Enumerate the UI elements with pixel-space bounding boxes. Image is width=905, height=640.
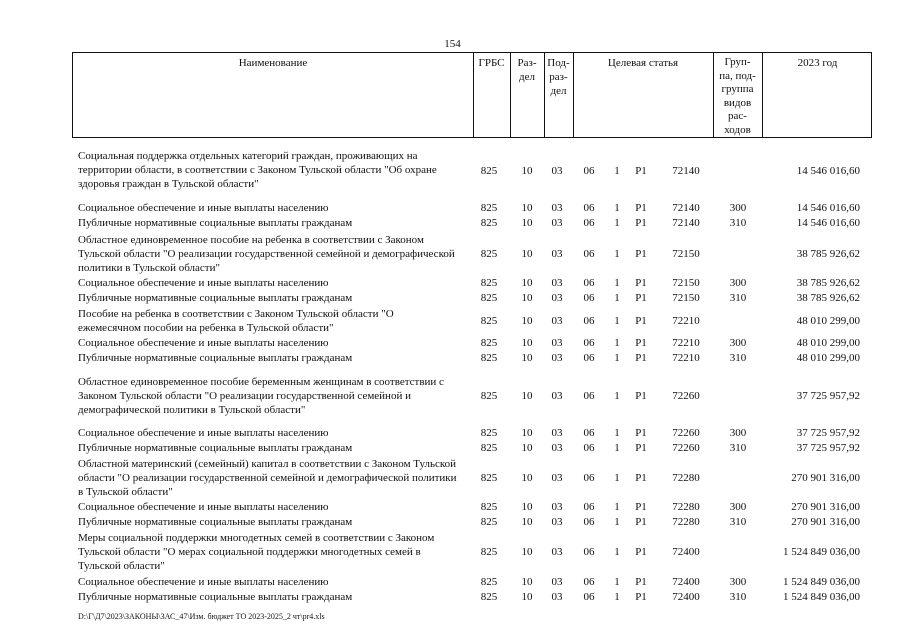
row-pr: 03	[551, 352, 563, 364]
row-sum: 37 725 957,92	[796, 442, 860, 454]
row-t4: 72400	[672, 576, 700, 588]
table-row	[0, 336, 905, 350]
row-rz: 10	[521, 165, 533, 177]
row-name: Областное единовременное пособие беременным женщинам в соответствии с Законом Тульской области "О реализации государственной семейной и демографической политики в Тульской области"	[78, 376, 444, 416]
row-t3: P1	[635, 352, 647, 364]
row-rz: 10	[521, 591, 533, 603]
table-row	[0, 375, 905, 417]
table-row	[0, 351, 905, 365]
row-t2: 1	[614, 217, 620, 229]
file-path-footer: D:\Г\Д7\2023\ЗАКОНЫ\ЗАС_47\Изм. бюджет ТО 2023-2025_2 чт\pr4.xls	[78, 612, 325, 621]
row-t3: P1	[635, 165, 647, 177]
row-t2: 1	[614, 165, 620, 177]
row-t1: 06	[583, 427, 595, 439]
row-t3: P1	[635, 277, 647, 289]
row-t4: 72140	[672, 165, 700, 177]
row-t4: 72280	[672, 516, 700, 528]
row-vr: 310	[729, 591, 747, 603]
row-grbs: 825	[480, 501, 498, 513]
row-t4: 72400	[672, 591, 700, 603]
table-row	[0, 291, 905, 305]
row-grbs: 825	[480, 516, 498, 528]
header-year: 2023 год	[797, 57, 838, 69]
row-rz: 10	[521, 277, 533, 289]
row-rz: 10	[521, 292, 533, 304]
table-row	[0, 149, 905, 191]
table-row	[0, 307, 905, 335]
row-grbs: 825	[480, 202, 498, 214]
table-row	[0, 575, 905, 589]
row-t2: 1	[614, 352, 620, 364]
row-t1: 06	[583, 292, 595, 304]
row-pr: 03	[551, 390, 563, 402]
row-grbs: 825	[480, 165, 498, 177]
row-t1: 06	[583, 217, 595, 229]
row-vr: 310	[729, 442, 747, 454]
table-row	[0, 426, 905, 440]
row-name: Публичные нормативные социальные выплаты гражданам	[78, 591, 353, 603]
row-t1: 06	[583, 472, 595, 484]
row-pr: 03	[551, 337, 563, 349]
row-vr: 310	[729, 292, 747, 304]
row-sum: 37 725 957,92	[796, 390, 860, 402]
row-sum: 38 785 926,62	[796, 248, 860, 260]
row-t4: 72140	[672, 202, 700, 214]
row-grbs: 825	[480, 472, 498, 484]
row-name: Областное единовременное пособие на ребенка в соответствии с Законом Тульской области "О реализации государственной семейной и демографической политики в Тульской области"	[78, 234, 455, 274]
row-sum: 270 901 316,00	[791, 472, 860, 484]
row-t2: 1	[614, 516, 620, 528]
row-grbs: 825	[480, 591, 498, 603]
row-vr: 300	[729, 202, 747, 214]
row-grbs: 825	[480, 390, 498, 402]
row-t4: 72210	[672, 315, 700, 327]
table-header	[72, 52, 872, 138]
row-t3: P1	[635, 202, 647, 214]
row-t1: 06	[583, 516, 595, 528]
table-row	[0, 276, 905, 290]
row-sum: 48 010 299,00	[796, 337, 860, 349]
row-sum: 1 524 849 036,00	[783, 546, 860, 558]
row-t2: 1	[614, 202, 620, 214]
row-sum: 14 546 016,60	[796, 202, 860, 214]
row-pr: 03	[551, 501, 563, 513]
row-t1: 06	[583, 315, 595, 327]
row-grbs: 825	[480, 576, 498, 588]
row-t4: 72140	[672, 217, 700, 229]
row-t1: 06	[583, 202, 595, 214]
row-name: Социальное обеспечение и иные выплаты населению	[78, 337, 329, 349]
row-t4: 72400	[672, 546, 700, 558]
row-grbs: 825	[480, 427, 498, 439]
row-t3: P1	[635, 292, 647, 304]
row-rz: 10	[521, 390, 533, 402]
table-row	[0, 457, 905, 499]
row-t4: 72280	[672, 472, 700, 484]
row-sum: 38 785 926,62	[796, 292, 860, 304]
table-row	[0, 216, 905, 230]
header-name: Наименование	[238, 57, 308, 69]
row-name: Социальное обеспечение и иные выплаты населению	[78, 501, 329, 513]
row-grbs: 825	[480, 337, 498, 349]
row-name: Публичные нормативные социальные выплаты гражданам	[78, 442, 353, 454]
row-vr: 300	[729, 576, 747, 588]
row-t3: P1	[635, 442, 647, 454]
row-t2: 1	[614, 472, 620, 484]
row-rz: 10	[521, 442, 533, 454]
row-grbs: 825	[480, 315, 498, 327]
row-rz: 10	[521, 217, 533, 229]
row-t2: 1	[614, 576, 620, 588]
row-t4: 72210	[672, 352, 700, 364]
row-grbs: 825	[480, 217, 498, 229]
row-t2: 1	[614, 501, 620, 513]
row-t4: 72260	[672, 427, 700, 439]
row-rz: 10	[521, 337, 533, 349]
row-rz: 10	[521, 248, 533, 260]
row-pr: 03	[551, 576, 563, 588]
row-t3: P1	[635, 546, 647, 558]
row-t4: 72150	[672, 292, 700, 304]
row-pr: 03	[551, 248, 563, 260]
row-t1: 06	[583, 277, 595, 289]
row-t4: 72260	[672, 390, 700, 402]
row-pr: 03	[551, 202, 563, 214]
row-sum: 270 901 316,00	[791, 516, 860, 528]
table-row	[0, 515, 905, 529]
header-razdel: Раз- дел	[517, 57, 537, 83]
row-grbs: 825	[480, 292, 498, 304]
row-vr: 300	[729, 337, 747, 349]
row-t1: 06	[583, 442, 595, 454]
row-sum: 14 546 016,60	[796, 165, 860, 177]
row-sum: 48 010 299,00	[796, 352, 860, 364]
row-vr: 310	[729, 516, 747, 528]
row-grbs: 825	[480, 442, 498, 454]
row-t3: P1	[635, 427, 647, 439]
row-t1: 06	[583, 337, 595, 349]
header-target: Целевая статья	[607, 57, 679, 69]
row-pr: 03	[551, 427, 563, 439]
row-rz: 10	[521, 546, 533, 558]
row-name: Социальное обеспечение и иные выплаты населению	[78, 202, 329, 214]
row-t1: 06	[583, 576, 595, 588]
row-pr: 03	[551, 292, 563, 304]
row-t2: 1	[614, 390, 620, 402]
row-pr: 03	[551, 217, 563, 229]
row-sum: 38 785 926,62	[796, 277, 860, 289]
row-t4: 72210	[672, 337, 700, 349]
row-t1: 06	[583, 352, 595, 364]
row-t2: 1	[614, 277, 620, 289]
row-pr: 03	[551, 277, 563, 289]
row-pr: 03	[551, 516, 563, 528]
row-t2: 1	[614, 427, 620, 439]
row-t4: 72150	[672, 277, 700, 289]
row-vr: 300	[729, 427, 747, 439]
row-t2: 1	[614, 546, 620, 558]
row-sum: 48 010 299,00	[796, 315, 860, 327]
row-t3: P1	[635, 248, 647, 260]
row-grbs: 825	[480, 248, 498, 260]
table-row	[0, 201, 905, 215]
row-t3: P1	[635, 315, 647, 327]
row-vr: 300	[729, 277, 747, 289]
row-t2: 1	[614, 248, 620, 260]
table-row	[0, 441, 905, 455]
header-grbs: ГРБС	[478, 57, 505, 69]
table-row	[0, 233, 905, 275]
row-rz: 10	[521, 472, 533, 484]
row-pr: 03	[551, 472, 563, 484]
row-t1: 06	[583, 546, 595, 558]
row-t3: P1	[635, 472, 647, 484]
row-pr: 03	[551, 591, 563, 603]
row-name: Публичные нормативные социальные выплаты гражданам	[78, 292, 353, 304]
row-rz: 10	[521, 315, 533, 327]
row-sum: 37 725 957,92	[796, 427, 860, 439]
row-t3: P1	[635, 337, 647, 349]
row-name: Социальное обеспечение и иные выплаты населению	[78, 277, 329, 289]
row-vr: 300	[729, 501, 747, 513]
table-row	[0, 500, 905, 514]
row-t3: P1	[635, 501, 647, 513]
row-t3: P1	[635, 217, 647, 229]
row-vr: 310	[729, 217, 747, 229]
row-rz: 10	[521, 202, 533, 214]
row-name: Пособие на ребенка в соответствии с Законом Тульской области "О ежемесячном пособии на ребенка в Тульской области"	[78, 308, 394, 334]
row-pr: 03	[551, 442, 563, 454]
row-name: Социальная поддержка отдельных категорий граждан, проживающих на территории области, в соответствии с Законом Тульской области "Об охране здоровья граждан в Тульской области"	[78, 150, 437, 190]
table-row	[0, 531, 905, 573]
row-t4: 72260	[672, 442, 700, 454]
row-t3: P1	[635, 576, 647, 588]
row-t2: 1	[614, 442, 620, 454]
row-t2: 1	[614, 337, 620, 349]
row-t1: 06	[583, 165, 595, 177]
row-sum: 1 524 849 036,00	[783, 591, 860, 603]
row-rz: 10	[521, 576, 533, 588]
row-t1: 06	[583, 248, 595, 260]
row-name: Меры социальной поддержки многодетных семей в соответствии с Законом Тульской области "О мерах социальной поддержки многодетных семей в Тульской области"	[78, 532, 435, 572]
row-t1: 06	[583, 390, 595, 402]
row-t2: 1	[614, 315, 620, 327]
row-sum: 14 546 016,60	[796, 217, 860, 229]
row-sum: 270 901 316,00	[791, 501, 860, 513]
row-t3: P1	[635, 390, 647, 402]
row-t3: P1	[635, 591, 647, 603]
header-podrazdel: Под- раз- дел	[547, 57, 570, 97]
row-name: Социальное обеспечение и иные выплаты населению	[78, 427, 329, 439]
row-rz: 10	[521, 427, 533, 439]
row-pr: 03	[551, 546, 563, 558]
row-t3: P1	[635, 516, 647, 528]
row-t2: 1	[614, 591, 620, 603]
row-vr: 310	[729, 352, 747, 364]
row-grbs: 825	[480, 546, 498, 558]
row-t2: 1	[614, 292, 620, 304]
row-name: Областной материнский (семейный) капитал в соответствии с Законом Тульской области "О реализации государственной семейной и демографической политики в Тульской области"	[78, 458, 457, 498]
table-row	[0, 590, 905, 604]
row-sum: 1 524 849 036,00	[783, 576, 860, 588]
header-group: Груп- па, под- группа видов рас- ходов	[719, 56, 756, 136]
row-rz: 10	[521, 352, 533, 364]
row-grbs: 825	[480, 277, 498, 289]
page-number: 154	[444, 38, 461, 50]
row-t4: 72280	[672, 501, 700, 513]
row-name: Публичные нормативные социальные выплаты гражданам	[78, 217, 353, 229]
row-grbs: 825	[480, 352, 498, 364]
row-t1: 06	[583, 501, 595, 513]
row-rz: 10	[521, 516, 533, 528]
row-name: Социальное обеспечение и иные выплаты населению	[78, 576, 329, 588]
row-name: Публичные нормативные социальные выплаты гражданам	[78, 352, 353, 364]
row-t1: 06	[583, 591, 595, 603]
row-rz: 10	[521, 501, 533, 513]
row-pr: 03	[551, 165, 563, 177]
row-t4: 72150	[672, 248, 700, 260]
row-pr: 03	[551, 315, 563, 327]
row-name: Публичные нормативные социальные выплаты гражданам	[78, 516, 353, 528]
